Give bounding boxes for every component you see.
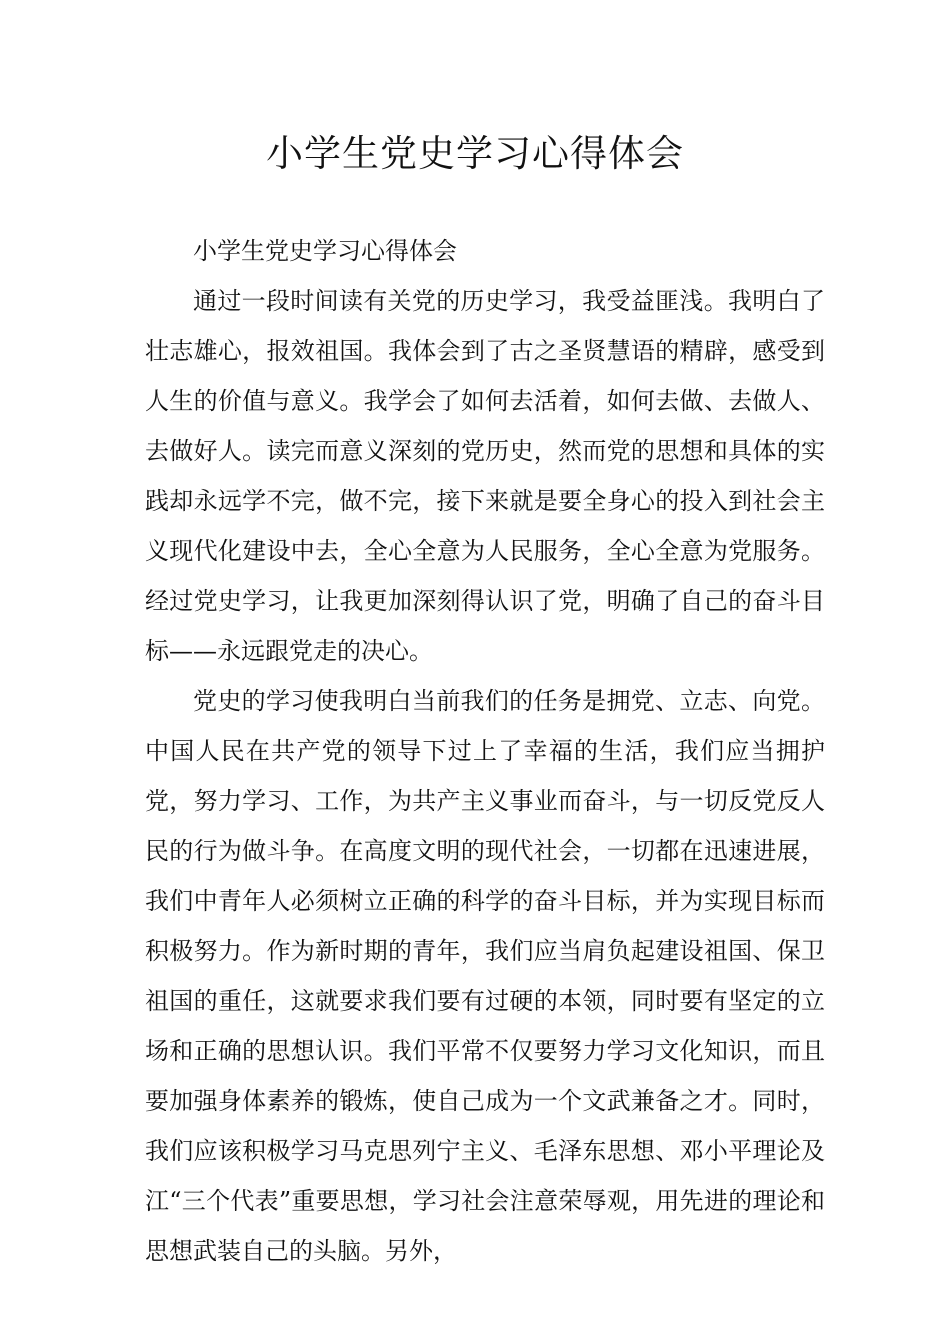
document-title: 小学生党史学习心得体会	[266, 132, 684, 175]
paragraph-1: 通过一段时间读有关党的历史学习，我受益匪浅。我明白了壮志雄心，报效祖国。我体会到了古之圣贤慧语的精辟，感受到人生的价值与意义。我学会了如何去活着，如何去做、去做人、去做好人。读完而意义深刻的党历史，然而党的思想和具体的实践却永远学不完，做不完，接下来就是要全身心的投入到社会主义现代化建设中去，全心全意为人民服务，全心全意为党服务。经过党史学习，让我更加深刻得认识了党，明确了自己的奋斗目标——永远跟党走的决心。	[145, 287, 825, 665]
document-body	[145, 226, 825, 1276]
paragraph-2: 党史的学习使我明白当前我们的任务是拥党、立志、向党。中国人民在共产党的领导下过上了幸福的生活，我们应当拥护党，努力学习、工作，为共产主义事业而奋斗，与一切反党反人民的行为做斗争。在高度文明的现代社会，一切都在迅速进展，我们中青年人必须树立正确的科学的奋斗目标，并为实现目标而积极努力。作为新时期的青年，我们应当肩负起建设祖国、保卫祖国的重任，这就要求我们要有过硬的本领，同时要有坚定的立场和正确的思想认识。我们平常不仅要努力学习文化知识，而且要加强身体素养的锻炼，使自己成为一个文武兼备之才。同时，我们应该积极学习马克思列宁主义、毛泽东思想、邓小平理论及江“三个代表”重要思想，学习社会注意荣辱观，用先进的理论和思想武装自己的头脑。另外，	[145, 687, 825, 1265]
document-subtitle: 小学生党史学习心得体会	[193, 237, 457, 265]
